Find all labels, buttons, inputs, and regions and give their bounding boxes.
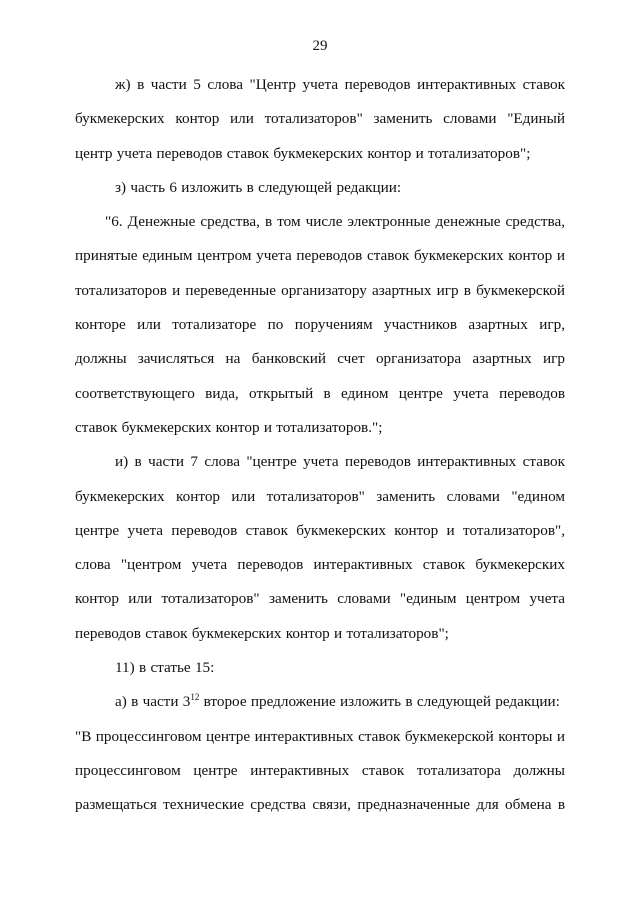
- paragraph-i: и) в части 7 слова "центре учета переводов интерактивных ставок букмекерских контор или тотализаторов" заменить словами "едином центре учета переводов ставок букмекерских контор и тотализаторов", слова "центром учета переводов интерактивных ставок букмекерских контор или тотализаторов" заменить словами "единым центром учета переводов ставок букмекерских контор и тотализаторов";: [75, 453, 565, 642]
- paragraph-part-6-text: "6. Денежные средства, в том числе электронные денежные средства, принятые единым центром учета переводов ставок букмекерских контор и тотализаторов и переведенные организатору азартных игр в букмекерской конторе или тотализаторе по поручениям участников азартных игр, должны зачисляться на банковский счет организатора азартных игр соответствующего вида, открытый в едином центре учета переводов ставок букмекерских контор и тотализаторов.";: [75, 213, 565, 436]
- paragraph-processing-center: "В процессинговом центре интерактивных ставок букмекерской конторы и процессинговом центре интерактивных ставок тотализатора должны размещаться технические средства связи, предназначенные для обмена в: [75, 727, 565, 814]
- paragraph-a-superscript: 12: [190, 692, 200, 703]
- document-body: [75, 68, 565, 823]
- paragraph-a-after: второе предложение изложить в следующей редакции:: [199, 693, 560, 711]
- paragraph-11: 11) в статье 15:: [115, 659, 215, 677]
- paragraph-z: з) часть 6 изложить в следующей редакции:: [115, 178, 402, 196]
- paragraph-a-before: а) в части 3: [115, 693, 191, 711]
- paragraph-a: [75, 685, 565, 719]
- page-number: 29: [312, 38, 328, 54]
- paragraph-zh: ж) в части 5 слова "Центр учета переводов интерактивных ставок букмекерских контор или тотализаторов" заменить словами "Единый центр учета переводов ставок букмекерских контор и тотализаторов";: [75, 76, 565, 162]
